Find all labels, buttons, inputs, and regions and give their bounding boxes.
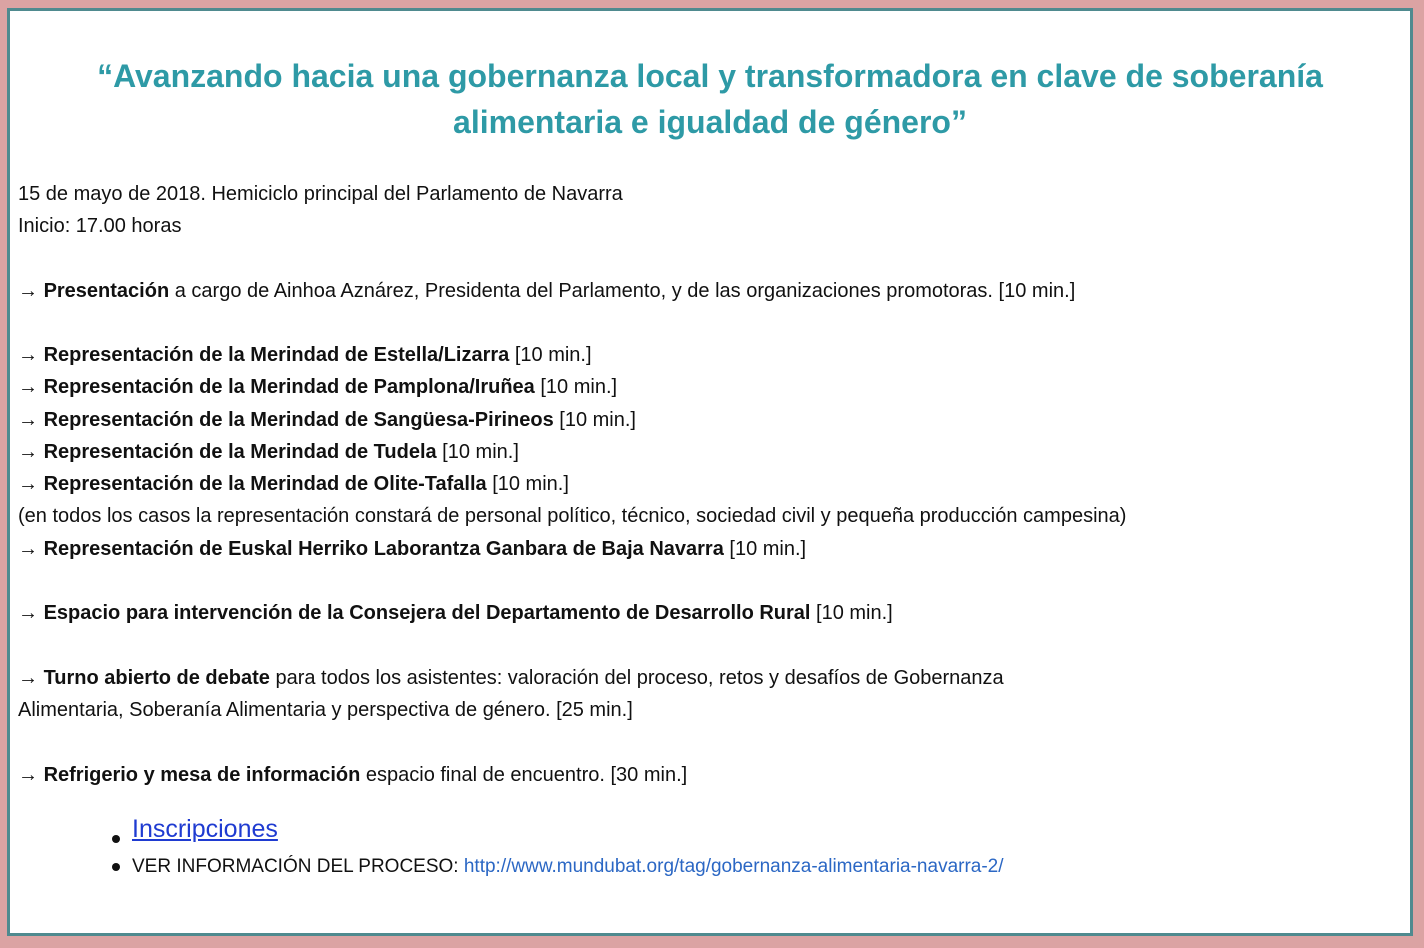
page-title bbox=[10, 53, 1410, 145]
item-text: para todos los asistentes: valoración del proceso, retos y desafíos de Gobernanza bbox=[269, 667, 1004, 689]
arrow-icon: → bbox=[18, 602, 38, 624]
item-text: a cargo de Ainhoa Aznárez, Presidenta del Parlamento, y de las organizaciones promotoras. [10 min.] bbox=[169, 280, 1076, 302]
item-bold: Representación de la Merindad de Sangüesa-Pirineos bbox=[43, 409, 554, 431]
arrow-icon: → bbox=[18, 441, 38, 463]
item-text: [10 min.] bbox=[810, 602, 893, 624]
item-bold: Representación de la Merindad de Olite-Tafalla bbox=[43, 473, 487, 495]
program-card bbox=[7, 8, 1413, 936]
item-text: [10 min.] bbox=[534, 376, 618, 398]
item-text: [10 min.] bbox=[509, 344, 592, 366]
item-bold: Presentación bbox=[43, 280, 170, 302]
title-line-1: “Avanzando hacia una gobernanza local y transformadora en clave de soberanía bbox=[97, 58, 1323, 94]
item-bold: Representación de Euskal Herriko Laborantza Ganbara de Baja Navarra bbox=[43, 538, 724, 560]
item-refrigerio bbox=[18, 763, 687, 787]
item-olite bbox=[18, 472, 569, 496]
arrow-icon: → bbox=[18, 538, 38, 560]
item-bold: Representación de la Merindad de Pamplona/Iruñea bbox=[43, 376, 535, 398]
bullet-info bbox=[112, 856, 1004, 878]
info-label: VER INFORMACIÓN DEL PROCESO: bbox=[132, 856, 464, 877]
arrow-icon: → bbox=[18, 764, 38, 786]
title-line-2: alimentaria e igualdad de género” bbox=[453, 104, 967, 140]
arrow-icon: → bbox=[18, 473, 38, 495]
item-bold: Representación de la Merindad de Tudela bbox=[43, 441, 437, 463]
item-text: [10 min.] bbox=[436, 441, 519, 463]
item-bold: Representación de la Merindad de Estella/Lizarra bbox=[43, 344, 510, 366]
item-bold: Refrigerio y mesa de información bbox=[43, 764, 361, 786]
item-presentation bbox=[18, 279, 1075, 303]
item-euskal bbox=[18, 537, 806, 561]
item-debate bbox=[18, 666, 1004, 690]
item-consejera bbox=[18, 601, 893, 625]
item-tudela bbox=[18, 440, 519, 464]
bullet-inscripciones bbox=[112, 815, 278, 844]
date-line: 15 de mayo de 2018. Hemiciclo principal del Parlamento de Navarra bbox=[18, 183, 623, 205]
arrow-icon: → bbox=[18, 280, 38, 302]
item-bold: Espacio para intervención de la Consejera del Departamento de Desarrollo Rural bbox=[43, 602, 811, 624]
item-bold: Turno abierto de debate bbox=[43, 667, 270, 689]
arrow-icon: → bbox=[18, 344, 38, 366]
item-sanguesa bbox=[18, 408, 636, 432]
start-line: Inicio: 17.00 horas bbox=[18, 215, 182, 237]
item-text: [10 min.] bbox=[723, 538, 807, 560]
arrow-icon: → bbox=[18, 667, 38, 689]
item-text: espacio final de encuentro. [30 min.] bbox=[360, 764, 688, 786]
representation-note: (en todos los casos la representación constará de personal político, técnico, sociedad civil y pequeña producción campesina) bbox=[18, 505, 1127, 527]
item-pamplona bbox=[18, 375, 617, 399]
arrow-icon: → bbox=[18, 376, 38, 398]
info-url-link[interactable]: http://www.mundubat.org/tag/gobernanza-alimentaria-navarra-2/ bbox=[463, 856, 1004, 877]
item-estella bbox=[18, 343, 592, 367]
arrow-icon: → bbox=[18, 409, 38, 431]
item-text: [10 min.] bbox=[486, 473, 569, 495]
bullet-dot-icon bbox=[112, 835, 120, 843]
item-text: [10 min.] bbox=[553, 409, 636, 431]
item-debate-line2: Alimentaria, Soberanía Alimentaria y perspectiva de género. [25 min.] bbox=[18, 699, 633, 721]
bullet-dot-icon bbox=[112, 863, 120, 871]
inscripciones-link[interactable]: Inscripciones bbox=[132, 815, 278, 843]
